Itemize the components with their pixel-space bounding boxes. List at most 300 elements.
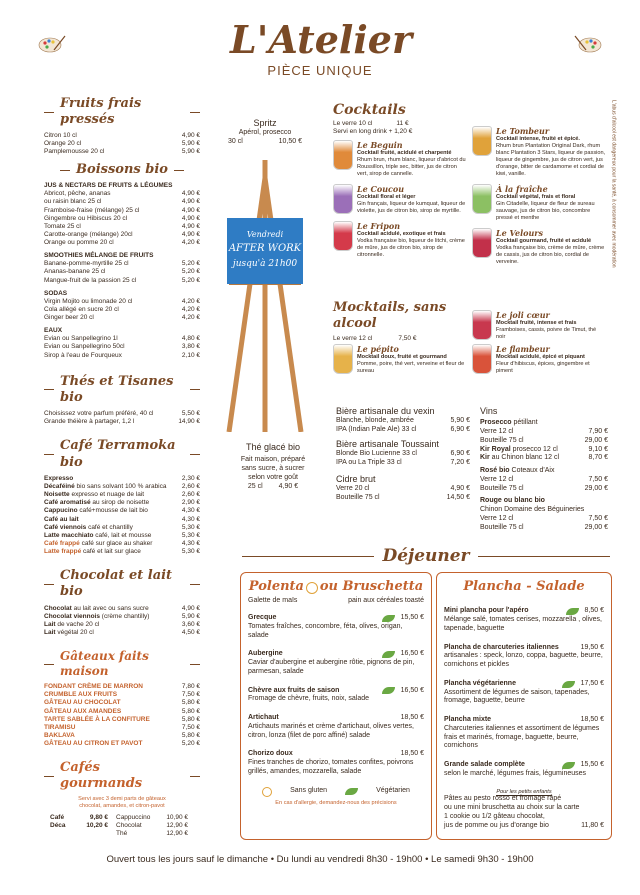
polenta-dish-head: [248, 750, 424, 759]
boisson-item-price: 4,90 €: [181, 230, 200, 238]
vin-price: 9,10 €: [588, 445, 608, 453]
boisson-item-price: 4,20 €: [181, 297, 200, 305]
gateau-price: 7,80 €: [181, 683, 200, 691]
cafe-item-name: Cappucino café+mousse de lait bio: [44, 507, 148, 515]
polenta-sub-2: pain aux céréales toasté: [348, 597, 424, 605]
mocktail-card: [472, 310, 606, 341]
cafe-item-bold: Décaféiné: [44, 483, 75, 490]
vin-item-price: 29,00 €: [584, 484, 608, 492]
polenta-dish-desc: Fines tranches de chorizo, tomates confites, poivrons grillés, amandes, mozzarella, salade: [248, 759, 414, 775]
cafe-item-price: 2,60 €: [181, 491, 200, 499]
biere-item-price: 4,90 €: [450, 484, 470, 492]
cocktail-card-desc: Vodka française bio, liqueur de litchi, crème de mûre, jus de citron bio, sirop de citronnelle.: [357, 237, 465, 258]
cafe-item-name: [44, 475, 73, 483]
cafe-item-name: [44, 516, 79, 524]
plancha-dish-right: [562, 680, 604, 689]
mocktail-card-text: [496, 344, 606, 375]
cocktail-card-tag: Cocktail intense, fruité et épicé.: [496, 136, 580, 142]
the-item-price: 14,90 €: [178, 418, 200, 426]
fruit-item: [44, 148, 200, 156]
biere-item-name: Verre 20 cl: [336, 484, 370, 492]
plancha-dish-head: [444, 644, 604, 653]
mocktail-card-desc: Fleur d'hibiscus, épices, gingembre et piment: [496, 360, 590, 374]
cafe-item-bold: Cappucino: [44, 507, 78, 515]
boisson-item-price: 4,90 €: [181, 222, 200, 230]
vin-header: [480, 497, 608, 506]
gourmand-price: 12,90 €: [166, 829, 188, 837]
cafe-item: [44, 524, 200, 532]
choco-item-price: 4,90 €: [181, 604, 200, 612]
boisson-item: [44, 277, 200, 285]
easel-illustration: [215, 160, 315, 432]
fruit-item-name: Orange 20 cl: [44, 139, 82, 147]
boisson-item-price: 4,90 €: [181, 214, 200, 222]
choco-item: [44, 613, 200, 621]
polenta-dish-name: Chèvre aux fruits de saison: [248, 686, 340, 694]
boisson-item: [44, 260, 200, 268]
boisson-item-price: 3,80 €: [181, 343, 200, 351]
boisson-item: [44, 231, 200, 239]
dejeuner-title: Déjeuner: [382, 546, 470, 566]
fruit-item-name: Citron 10 cl: [44, 131, 77, 139]
plancha-dish-name: Plancha mixte: [444, 716, 492, 723]
plancha-dish-right: [566, 607, 604, 616]
boisson-item-name: Cola allégé en sucre 20 cl: [44, 305, 119, 313]
vins-block: [480, 406, 608, 532]
boisson-item: [44, 343, 200, 351]
boisson-item: [44, 298, 200, 306]
cafe-item-bold: Noisette: [44, 491, 70, 499]
polenta-dish-price: 18,50 €: [400, 750, 424, 758]
boisson-item: [44, 306, 200, 314]
gourmands-prices: [44, 814, 200, 838]
vin-name: Rosé bio: [480, 467, 510, 474]
vin-name: Kir Royal: [480, 445, 511, 453]
vin-header: [480, 419, 608, 428]
plancha-dish-head: [444, 716, 604, 725]
the-item-name: Choisissez votre parfum préféré, 40 cl: [44, 410, 154, 418]
cocktail-card-glass-icon: [333, 221, 353, 251]
cafe-item-price: 4,30 €: [181, 515, 200, 523]
the-glace-d3: selon votre goût: [248, 473, 298, 481]
plancha-dish-price: 18,50 €: [580, 716, 604, 723]
spritz-line: Apérol, prosecco: [238, 129, 292, 137]
gateaux-title: Gâteaux faits maison: [44, 649, 200, 679]
mocktail-card-text: [357, 344, 467, 375]
cafe-item-price: 2,60 €: [181, 483, 200, 490]
polenta-dish: [248, 714, 424, 740]
allergy-note: En cas d'allergie, demandez-nous des précisions: [275, 799, 397, 806]
gateau-name: BAKLAVA: [44, 731, 75, 739]
gateau-item: [44, 740, 200, 748]
boisson-item: [44, 335, 200, 343]
plancha-dish-price: 8,50 €: [584, 607, 604, 615]
choco-item-name: Lait de vache 20 cl: [44, 620, 100, 628]
gateau-name: GÂTEAU AU CITRON ET PAVOT: [44, 740, 143, 747]
boisson-item-price: 4,90 €: [181, 190, 200, 198]
gateau-item: [44, 732, 200, 740]
cafe-item-price: 5,30 €: [181, 548, 200, 555]
cafe-title: Café Terramoka bio: [44, 438, 200, 471]
polenta-dish-price: 15,50 €: [400, 614, 424, 621]
choco-item-bold: Chocolat: [44, 604, 72, 612]
biere-item-name: IPA (Indian Pale Ale) 33 cl: [336, 426, 417, 433]
biere-item-price: 6,90 €: [450, 450, 470, 457]
gateau-item: [44, 716, 200, 724]
cocktail-card-name: Le Fripon: [357, 220, 401, 231]
boisson-item-name: Gingembre ou Hibiscus 20 cl: [44, 214, 128, 222]
plancha-dish: [444, 761, 604, 779]
gateau-name: TIRAMISU: [44, 723, 76, 731]
cocktail-card-tag: Cocktail floral et léger: [357, 193, 416, 200]
cocktail-card-desc: Rhum brun Plantation Original Dark, rhum blanc Plantation 3 Stars, liqueur de passion, liqueur de gingembre, jus de citron vert, jus d'orange, bitter de cardamome et cordial de kiwi, vanille.: [496, 142, 606, 177]
cocktail-card-name: Le Tombeur: [496, 126, 550, 136]
gateau-item: [44, 699, 200, 707]
plancha-dish: [444, 644, 604, 670]
plancha-dish: [444, 607, 604, 633]
fruits-title: Fruits frais pressés: [44, 96, 200, 129]
mocktails-price: 7,50 €: [398, 334, 417, 342]
vin-item: [480, 476, 608, 485]
mocktail-card-tag: Mocktail acidulé, épicé et piquant: [496, 354, 585, 360]
cocktail-card: [333, 184, 467, 215]
boisson-item: [44, 215, 200, 223]
cocktail-card-tag: Cocktail gourmand, fruité et acidulé: [496, 237, 592, 244]
boisson-item: [44, 239, 200, 247]
cocktail-card: [472, 184, 606, 222]
plancha-dish-right: [581, 716, 604, 725]
gourmand-price: 9,80 €: [89, 813, 108, 821]
gateau-price: 5,80 €: [181, 715, 200, 723]
polenta-dish-price: 16,50 €: [400, 686, 424, 694]
polenta-dish-right: [382, 687, 424, 696]
polenta-dish-head: [248, 714, 424, 723]
cocktail-card-text: [496, 228, 606, 266]
plancha-dish-desc: selon le marché, légumes frais, légumineuses: [444, 769, 587, 777]
polenta-dish-desc: Tomates fraîches, concombre, féta, olives, origan, salade: [248, 622, 403, 639]
gourmand-item: [50, 814, 108, 822]
cafe-item-bold: Expresso: [44, 474, 74, 482]
boisson-item-name: Evian ou Sanpellegrino 1l: [44, 335, 118, 343]
gateau-price: 5,80 €: [181, 707, 200, 715]
gateau-item: [44, 708, 200, 716]
cocktail-card-glass-icon: [333, 184, 353, 214]
boisson-item-name: Ananas-banane 25 cl: [44, 268, 106, 276]
polenta-dish-vegetarian-icon: [382, 651, 395, 658]
spritz-price: 10,50 €: [278, 138, 302, 145]
polenta-dish-name: Aubergine: [248, 650, 283, 658]
cocktails-line2: Servi en long drink + 1,20 €: [333, 127, 413, 135]
boisson-item-name: Mangue-fruit de la passion 25 cl: [44, 276, 137, 284]
gourmands-title: Cafés gourmands: [44, 760, 200, 793]
the-glace-price: 4,90 €: [278, 482, 299, 490]
cocktails-line1: Le verre 10 cl: [333, 119, 373, 127]
cocktail-card-glass-icon: [472, 228, 492, 258]
biere-item-name: Blanche, blonde, ambrée: [336, 417, 414, 425]
logo-title: L'Atelier: [230, 17, 412, 62]
polenta-sub-1: Galette de maïs: [248, 597, 298, 605]
polenta-dish-price: 18,50 €: [400, 714, 424, 721]
plancha-dish-desc: Mélange salé, tomates cerises, mozzarella , olives, tapenade, baguette: [444, 616, 602, 632]
cafe-item: [44, 532, 200, 540]
gateau-name: CRUMBLE AUX FRUITS: [44, 691, 118, 699]
vin-name: Rouge ou blanc bio: [480, 497, 545, 505]
mocktail-card-glass-icon: [472, 344, 492, 374]
cafe-list: [44, 475, 200, 556]
cafe-item-name: Décaféiné bio sans solvant 100 % arabica: [44, 483, 167, 490]
bieres-block: [336, 406, 470, 502]
vin-item-price: 7,50 €: [588, 475, 608, 483]
cafe-item-name: Latte frappé café et lait sur glace: [44, 548, 141, 555]
polenta-dish-name: Artichaut: [248, 714, 279, 721]
cafe-item: [44, 499, 200, 507]
vin-header-text: Rosé bio Coteaux d'Aix: [480, 467, 555, 474]
choco-item-name: Chocolat au lait avec ou sans sucre: [44, 604, 149, 612]
boisson-item-name: Sirop à l'eau de Fourqueux: [44, 351, 122, 359]
boisson-item: [44, 352, 200, 360]
biere-title-1: Bière artisanale du vexin: [336, 406, 435, 416]
mocktail-card-glass-icon: [472, 310, 492, 340]
mocktail-card-desc: Pomme, poire, thé vert, verveine et fleur de sureau: [357, 360, 465, 374]
cocktail-card-desc: Vodka française bio, crème de mûre, crème de cassis, jus de citron bio, cordial de verveine.: [496, 244, 605, 265]
gateau-item: [44, 724, 200, 732]
boisson-item-price: 5,20 €: [181, 260, 200, 268]
boisson-group-header: JUS & NECTARS DE FRUITS & LÉGUMES: [44, 182, 173, 190]
plancha-dish-desc: Assortiment de légumes de saison, tapenades, fromage, baguette, beurre: [444, 688, 590, 705]
vin-item: [480, 515, 608, 524]
fruit-item-price: 4,90 €: [181, 131, 200, 139]
vin-header-text: Kir au Chinon blanc 12 cl: [480, 454, 560, 462]
plancha-dish: [444, 716, 604, 751]
polenta-dish-price: 16,50 €: [400, 650, 424, 658]
cocktail-card-desc: Rhum brun, rhum blanc, liqueur d'abricot du Roussillon, triple sec, bitter, jus de citron vert, sirop de cannelle.: [357, 156, 466, 177]
mocktails-line: Le verre 12 cl: [333, 334, 373, 342]
thes-list: [44, 410, 200, 426]
polenta-panel: [240, 572, 432, 840]
biere-item: [336, 459, 470, 468]
gateau-price: 5,20 €: [181, 740, 200, 747]
afterwork-day: Vendredi: [246, 230, 284, 239]
boisson-item-price: 4,20 €: [181, 239, 200, 246]
kids-title: Pour les petits enfants: [496, 788, 552, 795]
cafe-item: [44, 491, 200, 499]
choco-item-price: 4,50 €: [181, 629, 200, 636]
gourmand-name: Thé: [116, 829, 128, 837]
cocktail-card: [333, 140, 467, 178]
biere-item-name: IPA ou La Triple 33 cl: [336, 458, 402, 466]
cidre-title: Cidre brut: [336, 473, 376, 484]
vin-header: [480, 467, 608, 476]
the-glace-vol: 25 cl: [247, 482, 263, 490]
mocktail-card-glass-icon: [333, 344, 353, 374]
palette-icon-right: [574, 34, 602, 54]
polenta-dish: [248, 750, 424, 776]
mocktails-block: [333, 300, 483, 343]
afterwork-panel: [227, 222, 303, 282]
biere-item-price: 6,90 €: [450, 426, 470, 433]
boisson-item-price: 4,80 €: [181, 335, 200, 343]
mocktail-card: [472, 344, 606, 375]
gateaux-list: [44, 683, 200, 748]
cafe-item-price: 4,30 €: [181, 539, 200, 547]
plancha-dish-head: [444, 680, 604, 689]
kids-line-2: ou une mini bruschetta au choix sur la carte: [444, 804, 580, 812]
vin-item-name: Bouteille 75 cl: [480, 484, 524, 492]
fruit-item-price: 5,90 €: [181, 147, 200, 155]
fruit-item: [44, 132, 200, 140]
biere-item: [336, 494, 470, 503]
boisson-item: [44, 207, 200, 215]
boisson-item: [44, 314, 200, 322]
polenta-dish-name: Grecque: [248, 614, 277, 621]
mocktail-flambeur: [472, 344, 606, 381]
vin-header-text: Prosecco pétillant: [480, 419, 538, 427]
plancha-dish-vegetarian-icon: [562, 762, 575, 769]
boisson-item-name: Carotte-orange (mélange) 20cl: [44, 230, 133, 238]
cocktails-price: 11 €: [396, 119, 409, 127]
polenta-dish-head: [248, 650, 424, 659]
cocktail-card-glass-icon: [472, 126, 492, 156]
plancha-dish-vegetarian-icon: [562, 681, 575, 688]
gateau-price: 5,80 €: [181, 731, 200, 739]
gateau-name: GÂTEAU AUX AMANDES: [44, 707, 122, 715]
boisson-item-name: Tomate 25 cl: [44, 222, 81, 230]
cafe-item-bold: Café frappé: [44, 539, 80, 547]
choco-item-bold: Lait: [44, 629, 56, 636]
left-column: [44, 96, 200, 838]
cocktail-card: [472, 126, 606, 178]
cafe-item-name: Noisette expresso et nuage de lait: [44, 491, 145, 499]
the-item-name: Grande théière à partager, 1,2 l: [44, 418, 135, 426]
biere-item-name: Bouteille 75 cl: [336, 493, 380, 501]
gourmand-item: [116, 814, 188, 822]
vin-item: [480, 485, 608, 494]
boissons-title: Boissons bio: [44, 162, 200, 178]
plancha-title: Plancha - Salade: [463, 579, 585, 594]
vins-title: Vins: [480, 406, 498, 416]
cocktail-card-tag: Cocktail végétal, frais et floral: [496, 193, 576, 200]
choco-item-bold: Lait: [44, 620, 56, 628]
polenta-dish-vegetarian-icon: [382, 615, 395, 622]
polenta-dish: [248, 614, 424, 640]
biere-title-2: Bière artisanale Toussaint: [336, 438, 439, 449]
dejeuner-header: [242, 546, 610, 567]
polenta-dish-name: Chorizo doux: [248, 750, 293, 758]
gateau-name: FONDANT CRÈME DE MARRON: [44, 683, 143, 691]
choco-item: [44, 629, 200, 637]
mocktail-card-name: Le joli cœur: [496, 310, 550, 320]
biere-item: [336, 426, 470, 435]
boisson-group-header: SODAS: [44, 289, 68, 297]
polenta-dish-right: [382, 650, 424, 659]
cafe-item-name: Café aromatisé au sirop de noisette: [44, 499, 150, 507]
choco-title: Chocolat et lait bio: [44, 568, 200, 601]
gourmand-name: Cappuccino: [116, 813, 151, 821]
choco-item-bold: Chocolat viennois: [44, 612, 100, 620]
afterwork-title: AFTER WORK: [228, 243, 302, 254]
plancha-dish-right: [581, 644, 604, 653]
spritz-block: [222, 118, 308, 147]
mocktail-card-name: Le pépito: [357, 344, 399, 354]
gluten-free-icon: [262, 787, 272, 797]
wheat-icon: [306, 582, 318, 594]
vin-header-text: Kir Royal prosecco 12 cl: [480, 445, 558, 453]
mocktail-card-name: Le flambeur: [496, 344, 550, 354]
vin-item-name: Verre 12 cl: [480, 475, 514, 483]
boisson-item: [44, 268, 200, 276]
cafe-item: [44, 475, 200, 483]
cocktail-card-text: [357, 140, 467, 178]
plancha-dish-price: 17,50 €: [580, 679, 604, 687]
kids-line-1: Pâtes au pesto rosso et fromage râpé: [444, 795, 562, 803]
choco-item-name: Chocolat viennois (crème chantilly): [44, 612, 150, 620]
choco-item-price: 3,60 €: [181, 620, 200, 628]
boisson-item: [44, 190, 200, 198]
cocktail-card-tag: Cocktail acidulé, exotique et frais: [357, 230, 446, 237]
the-glace-d2: sans sucre, à sucrer: [241, 465, 305, 472]
gourmand-price: 10,20 €: [86, 821, 108, 829]
cafe-item-price: 4,30 €: [181, 507, 200, 515]
plancha-dish-head: [444, 607, 604, 616]
vin-item: [480, 524, 608, 533]
plancha-dish-vegetarian-icon: [566, 608, 579, 615]
vin-header: [480, 446, 608, 455]
boissons-list: [44, 182, 200, 360]
cafe-item-name: Latte macchiato café, lait et mousse: [44, 531, 152, 539]
the-item-price: 5,50 €: [181, 410, 200, 418]
plancha-dish-desc: artisanales : speck, lonzo, coppa, baguette, beurre, cornichons et pickles: [444, 652, 603, 668]
spritz-title: Spritz: [253, 118, 277, 128]
gateau-price: 5,80 €: [181, 699, 200, 707]
boisson-item-name: Ginger beer 20 cl: [44, 314, 94, 321]
mocktail-card-tag: Mocktail doux, fruité et gourmand: [357, 354, 447, 360]
cocktail-card-name: Le Coucou: [357, 183, 405, 194]
plancha-panel: [436, 572, 612, 840]
vin-item: [480, 437, 608, 446]
boisson-item-price: 4,20 €: [181, 305, 200, 313]
boisson-item-price: 2,10 €: [181, 351, 200, 359]
cafe-item-name: Café viennois café et chantilly: [44, 523, 133, 531]
polenta-dish-right: [382, 614, 424, 623]
cocktails-left: [333, 140, 467, 265]
plancha-dish-price: 19,50 €: [580, 643, 604, 651]
mocktail-joli-coeur: [472, 310, 606, 347]
side-note: L'abus d'alcool est dangereux pour la santé, à consommer avec modération: [610, 100, 617, 268]
gourmand-item: [116, 822, 188, 830]
polenta-dish: [248, 687, 424, 705]
mocktail-pepito: [333, 344, 467, 381]
cafe-item: [44, 507, 200, 515]
polenta-title-2: ou Bruschetta: [319, 579, 424, 594]
vin-item-name: Verre 12 cl: [480, 514, 514, 522]
mocktail-card: [333, 344, 467, 375]
cafe-item-price: 5,30 €: [181, 523, 200, 531]
biere-item-price: 7,20 €: [450, 458, 470, 466]
boisson-item-price: 5,20 €: [181, 276, 200, 284]
cocktails-title: Cocktails: [333, 102, 406, 118]
cafe-item-bold: Café aromatisé: [44, 499, 91, 507]
vin-item: [480, 428, 608, 437]
plancha-dish: [444, 680, 604, 706]
choco-item: [44, 621, 200, 629]
cocktail-card-glass-icon: [333, 140, 353, 170]
polenta-dish-vegetarian-icon: [382, 687, 395, 694]
gateau-item: [44, 683, 200, 691]
cafe-item: [44, 516, 200, 524]
spritz-vol: 30 cl: [228, 138, 243, 145]
gourmand-name: Chocolat: [116, 821, 142, 829]
boisson-item-name: ou raisin blanc 25 cl: [44, 198, 102, 206]
